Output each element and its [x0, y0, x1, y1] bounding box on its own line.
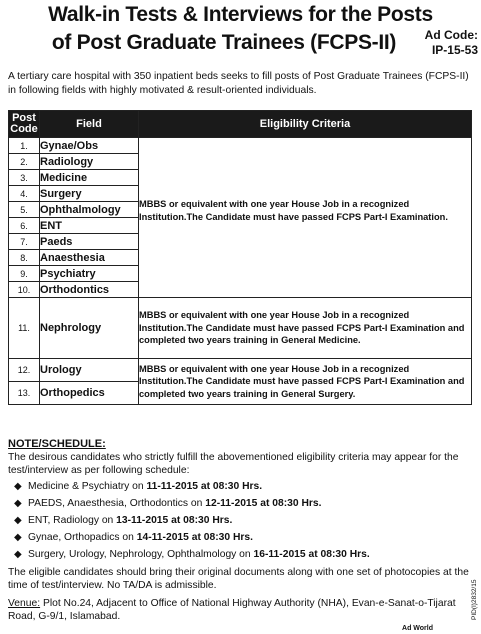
header-field: Field [40, 111, 139, 138]
post-code: 7. [9, 234, 40, 250]
header-post-code [9, 111, 40, 138]
field-name: Orthopedics [40, 382, 139, 405]
venue-label: Venue: [8, 598, 41, 609]
list-item [14, 478, 472, 495]
table-header-row [9, 111, 472, 138]
criteria-general: MBBS or equivalent with one year House Job in a recognized Institution.The Candidate must have passed FCPS Part-I Examination. [139, 138, 472, 298]
advert-title-line2: of Post Graduate Trainees (FCPS-II) [51, 31, 397, 54]
pid-number: PID(I)2832/15 [471, 579, 478, 620]
eligibility-table [8, 110, 472, 405]
header-eligibility: Eligibility Criteria [139, 111, 472, 138]
ad-code-label: Ad Code: [424, 28, 478, 42]
schedule-date: 11-11-2015 at 08:30 Hrs. [146, 481, 263, 492]
schedule-fields: Gynae, Orthopadics on [28, 532, 134, 543]
diamond-bullet-icon: ◆ [14, 532, 22, 543]
schedule-date: 13-11-2015 at 08:30 Hrs. [116, 515, 233, 526]
criteria-surgical: MBBS or equivalent with one year House Job in a recognized Institution.The Candidate must have passed FCPS Part-I Examination and completed two years training in General Surgery. [139, 359, 472, 405]
schedule-fields: Surgery, Urology, Nephrology, Ophthalmology on [28, 549, 251, 560]
field-name: Anaesthesia [40, 250, 139, 266]
venue-address: Plot No.24, Adjacent to Office of National Highway Authority (NHA), Evan-e-Sanat-o-Tijarat Road, G-9/1, Islamabad. [8, 598, 456, 622]
field-name: Ophthalmology [40, 202, 139, 218]
diamond-bullet-icon: ◆ [14, 481, 22, 492]
intro-paragraph: A tertiary care hospital with 350 inpatient beds seeks to fill posts of Post Graduate Trainees (FCPS-II) in following fields with highly motivated & result-oriented individuals. [8, 71, 469, 96]
diamond-bullet-icon: ◆ [14, 515, 22, 526]
field-name: Medicine [40, 170, 139, 186]
schedule-date: 14-11-2015 at 08:30 Hrs. [136, 532, 253, 543]
agency-credit: Ad World [402, 625, 433, 632]
criteria-nephrology: MBBS or equivalent with one year House Job in a recognized Institution.The Candidate must have passed FCPS Part-I Examination and completed two years training in General Medicine. [139, 298, 472, 359]
diamond-bullet-icon: ◆ [14, 549, 22, 560]
post-code: 5. [9, 202, 40, 218]
post-code: 4. [9, 186, 40, 202]
venue-block [8, 597, 474, 623]
header-post-code-line2: Code [10, 123, 38, 135]
list-item [14, 529, 472, 546]
post-code: 9. [9, 266, 40, 282]
advert-header [0, 0, 481, 62]
table-row [9, 359, 472, 382]
list-item [14, 512, 472, 529]
header-post-code-line1: Post [12, 112, 36, 124]
post-code: 3. [9, 170, 40, 186]
field-name: Nephrology [40, 298, 139, 359]
post-code: 8. [9, 250, 40, 266]
advert-title-line1: Walk-in Tests & Interviews for the Posts [48, 3, 433, 26]
post-code: 6. [9, 218, 40, 234]
schedule-date: 12-11-2015 at 08:30 Hrs. [205, 498, 322, 509]
field-name: Gynae/Obs [40, 138, 139, 154]
table-row [9, 138, 472, 154]
diamond-bullet-icon: ◆ [14, 498, 22, 509]
documents-note: The eligible candidates should bring their original documents along with one set of photocopies at the time of test/interview. No TA/DA is admissible. [8, 567, 469, 591]
field-name: ENT [40, 218, 139, 234]
schedule-list [14, 478, 472, 563]
post-code: 12. [9, 359, 40, 382]
field-name: Paeds [40, 234, 139, 250]
field-name: Surgery [40, 186, 139, 202]
ad-code [420, 28, 478, 58]
note-heading: NOTE/SCHEDULE: [8, 438, 106, 450]
note-paragraph: The desirous candidates who strictly fulfill the abovementioned eligibility criteria may appear for the test/interview as per following schedule: [8, 452, 459, 476]
ad-code-value: IP-15-53 [431, 43, 478, 57]
field-name: Orthodontics [40, 282, 139, 298]
table-row [9, 298, 472, 359]
field-name: Urology [40, 359, 139, 382]
post-code: 13. [9, 382, 40, 405]
schedule-fields: ENT, Radiology on [28, 515, 114, 526]
post-code: 11. [9, 298, 40, 359]
list-item [14, 495, 472, 512]
schedule-fields: Medicine & Psychiatry on [28, 481, 144, 492]
field-name: Radiology [40, 154, 139, 170]
schedule-date: 16-11-2015 at 08:30 Hrs. [253, 549, 370, 560]
post-code: 1. [9, 138, 40, 154]
post-code: 2. [9, 154, 40, 170]
field-name: Psychiatry [40, 266, 139, 282]
post-code: 10. [9, 282, 40, 298]
list-item [14, 546, 472, 563]
schedule-fields: PAEDS, Anaesthesia, Orthodontics on [28, 498, 203, 509]
